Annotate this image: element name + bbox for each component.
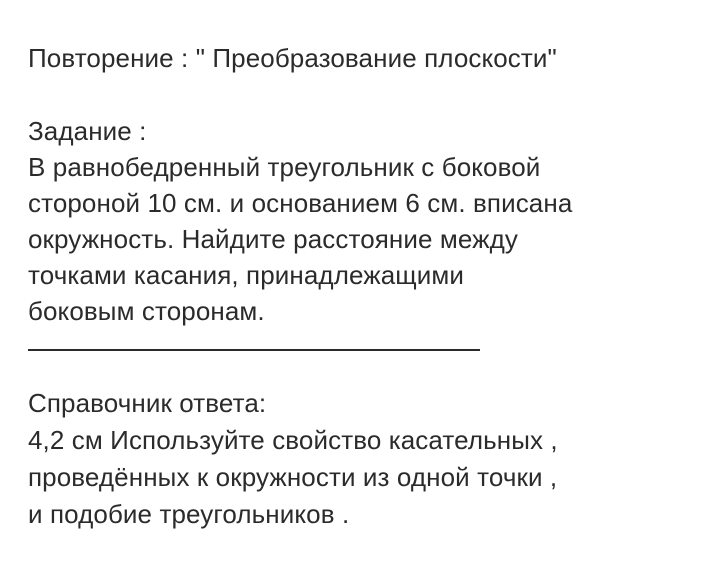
task-line: стороной 10 см. и основанием 6 см. вписана	[28, 188, 573, 218]
task-line: окружность. Найдите расстояние между	[28, 224, 519, 254]
task-text	[28, 149, 708, 329]
task-line: точками касания, принадлежащими	[28, 260, 465, 290]
divider-line	[28, 349, 480, 351]
answer-line: проведённых к окружности из одной точки ,	[28, 462, 558, 492]
document-page	[28, 40, 708, 533]
answer-section	[28, 385, 708, 533]
spacer	[28, 76, 708, 113]
answer-line: 4,2 см Используйте свойство касательных ,	[28, 425, 558, 455]
task-line: В равнобедренный треугольник с боковой	[28, 152, 541, 182]
repetition-title: Повторение : " Преобразование плоскости"	[28, 43, 557, 73]
answer-heading: Справочник ответа:	[28, 388, 267, 418]
answer-line: и подобие треугольников .	[28, 499, 350, 529]
task-line: боковым сторонам.	[28, 296, 265, 326]
task-heading: Задание :	[28, 116, 147, 146]
